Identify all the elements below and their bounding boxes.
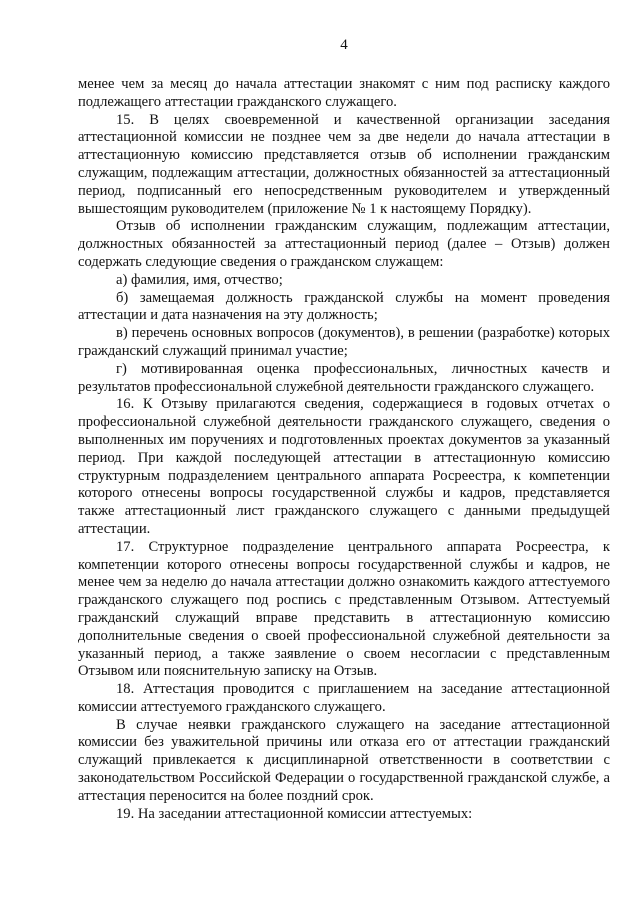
list-item-a: а) фамилия, имя, отчество; [116, 271, 283, 288]
paragraph-item-16: 16. К Отзыву прилагаются сведения, содержащиеся в годовых отчетах о профессиональной служебной деятельности гражданского служащего, сведения о выполненных им поручениях и подготовленных проектах документов за указанный период. При каждой последующей аттестации в аттестационную комиссию структурным подразделением центрального аппарата Росреестра, к компетенции которого отнесены вопросы государственной службы и кадров, представляется также аттестационный лист гражданского служащего с данными предыдущей аттестации. [78, 396, 610, 537]
paragraph-item-19: 19. На заседании аттестационной комиссии аттестуемых: [116, 805, 473, 822]
list-item-g: г) мотивированная оценка профессиональных, личностных качеств и результатов профессиональной служебной деятельности гражданского служащего. [78, 360, 610, 395]
list-item-b: б) замещаемая должность гражданской службы на момент проведения аттестации и дата назначения на эту должность; [78, 289, 610, 324]
list-item-v: в) перечень основных вопросов (документов), в решении (разработке) которых гражданский служащий принимал участие; [78, 325, 610, 359]
paragraph-item-17: 17. Структурное подразделение центрального аппарата Росреестра, к компетенции которого отнесены вопросы государственной службы и кадров, не менее чем за неделю до начала аттестации должно ознакомить каждого аттестуемого гражданского служащего под роспись с представленным Отзывом. Аттестуемый гражданский служащий вправе представить в аттестационную комиссию дополнительные сведения о своей профессиональной служебной деятельности за указанный период, а также заявление о своем несогласии с представленным Отзывом или пояснительную записку на Отзыв. [78, 538, 610, 680]
paragraph-absence: В случае неявки гражданского служащего на заседание аттестационной комиссии без уважительной причины или отказа его от аттестации гражданский служащий привлекается к дисциплинарной ответственности в соответствии с законодательством Российской Федерации о государственной гражданской службе, а аттестация переносится на более поздний срок. [78, 716, 610, 804]
paragraph-item-18: 18. Аттестация проводится с приглашением на заседание аттестационной комиссии аттестуемого гражданского служащего. [78, 681, 610, 715]
paragraph-review-content: Отзыв об исполнении гражданским служащим, подлежащим аттестации, должностных обязанностей за аттестационный период (далее – Отзыв) должен содержать следующие сведения о гражданском служащем: [78, 218, 610, 270]
paragraph-item-15: 15. В целях своевременной и качественной организации заседания аттестационной комиссии не позднее чем за две недели до начала аттестации в аттестационную комиссию представляется отзыв об исполнении гражданским служащим, подлежащим аттестации, должностных обязанностей за аттестационный период, подписанный его непосредственным руководителем и утвержденный вышестоящим руководителем (приложение № 1 к настоящему Порядку). [78, 111, 610, 217]
paragraph-continuation: менее чем за месяц до начала аттестации знакомят с ним под расписку каждого подлежащего аттестации гражданского служащего. [78, 76, 610, 110]
document-body [78, 76, 610, 823]
page-number: 4 [340, 37, 348, 53]
